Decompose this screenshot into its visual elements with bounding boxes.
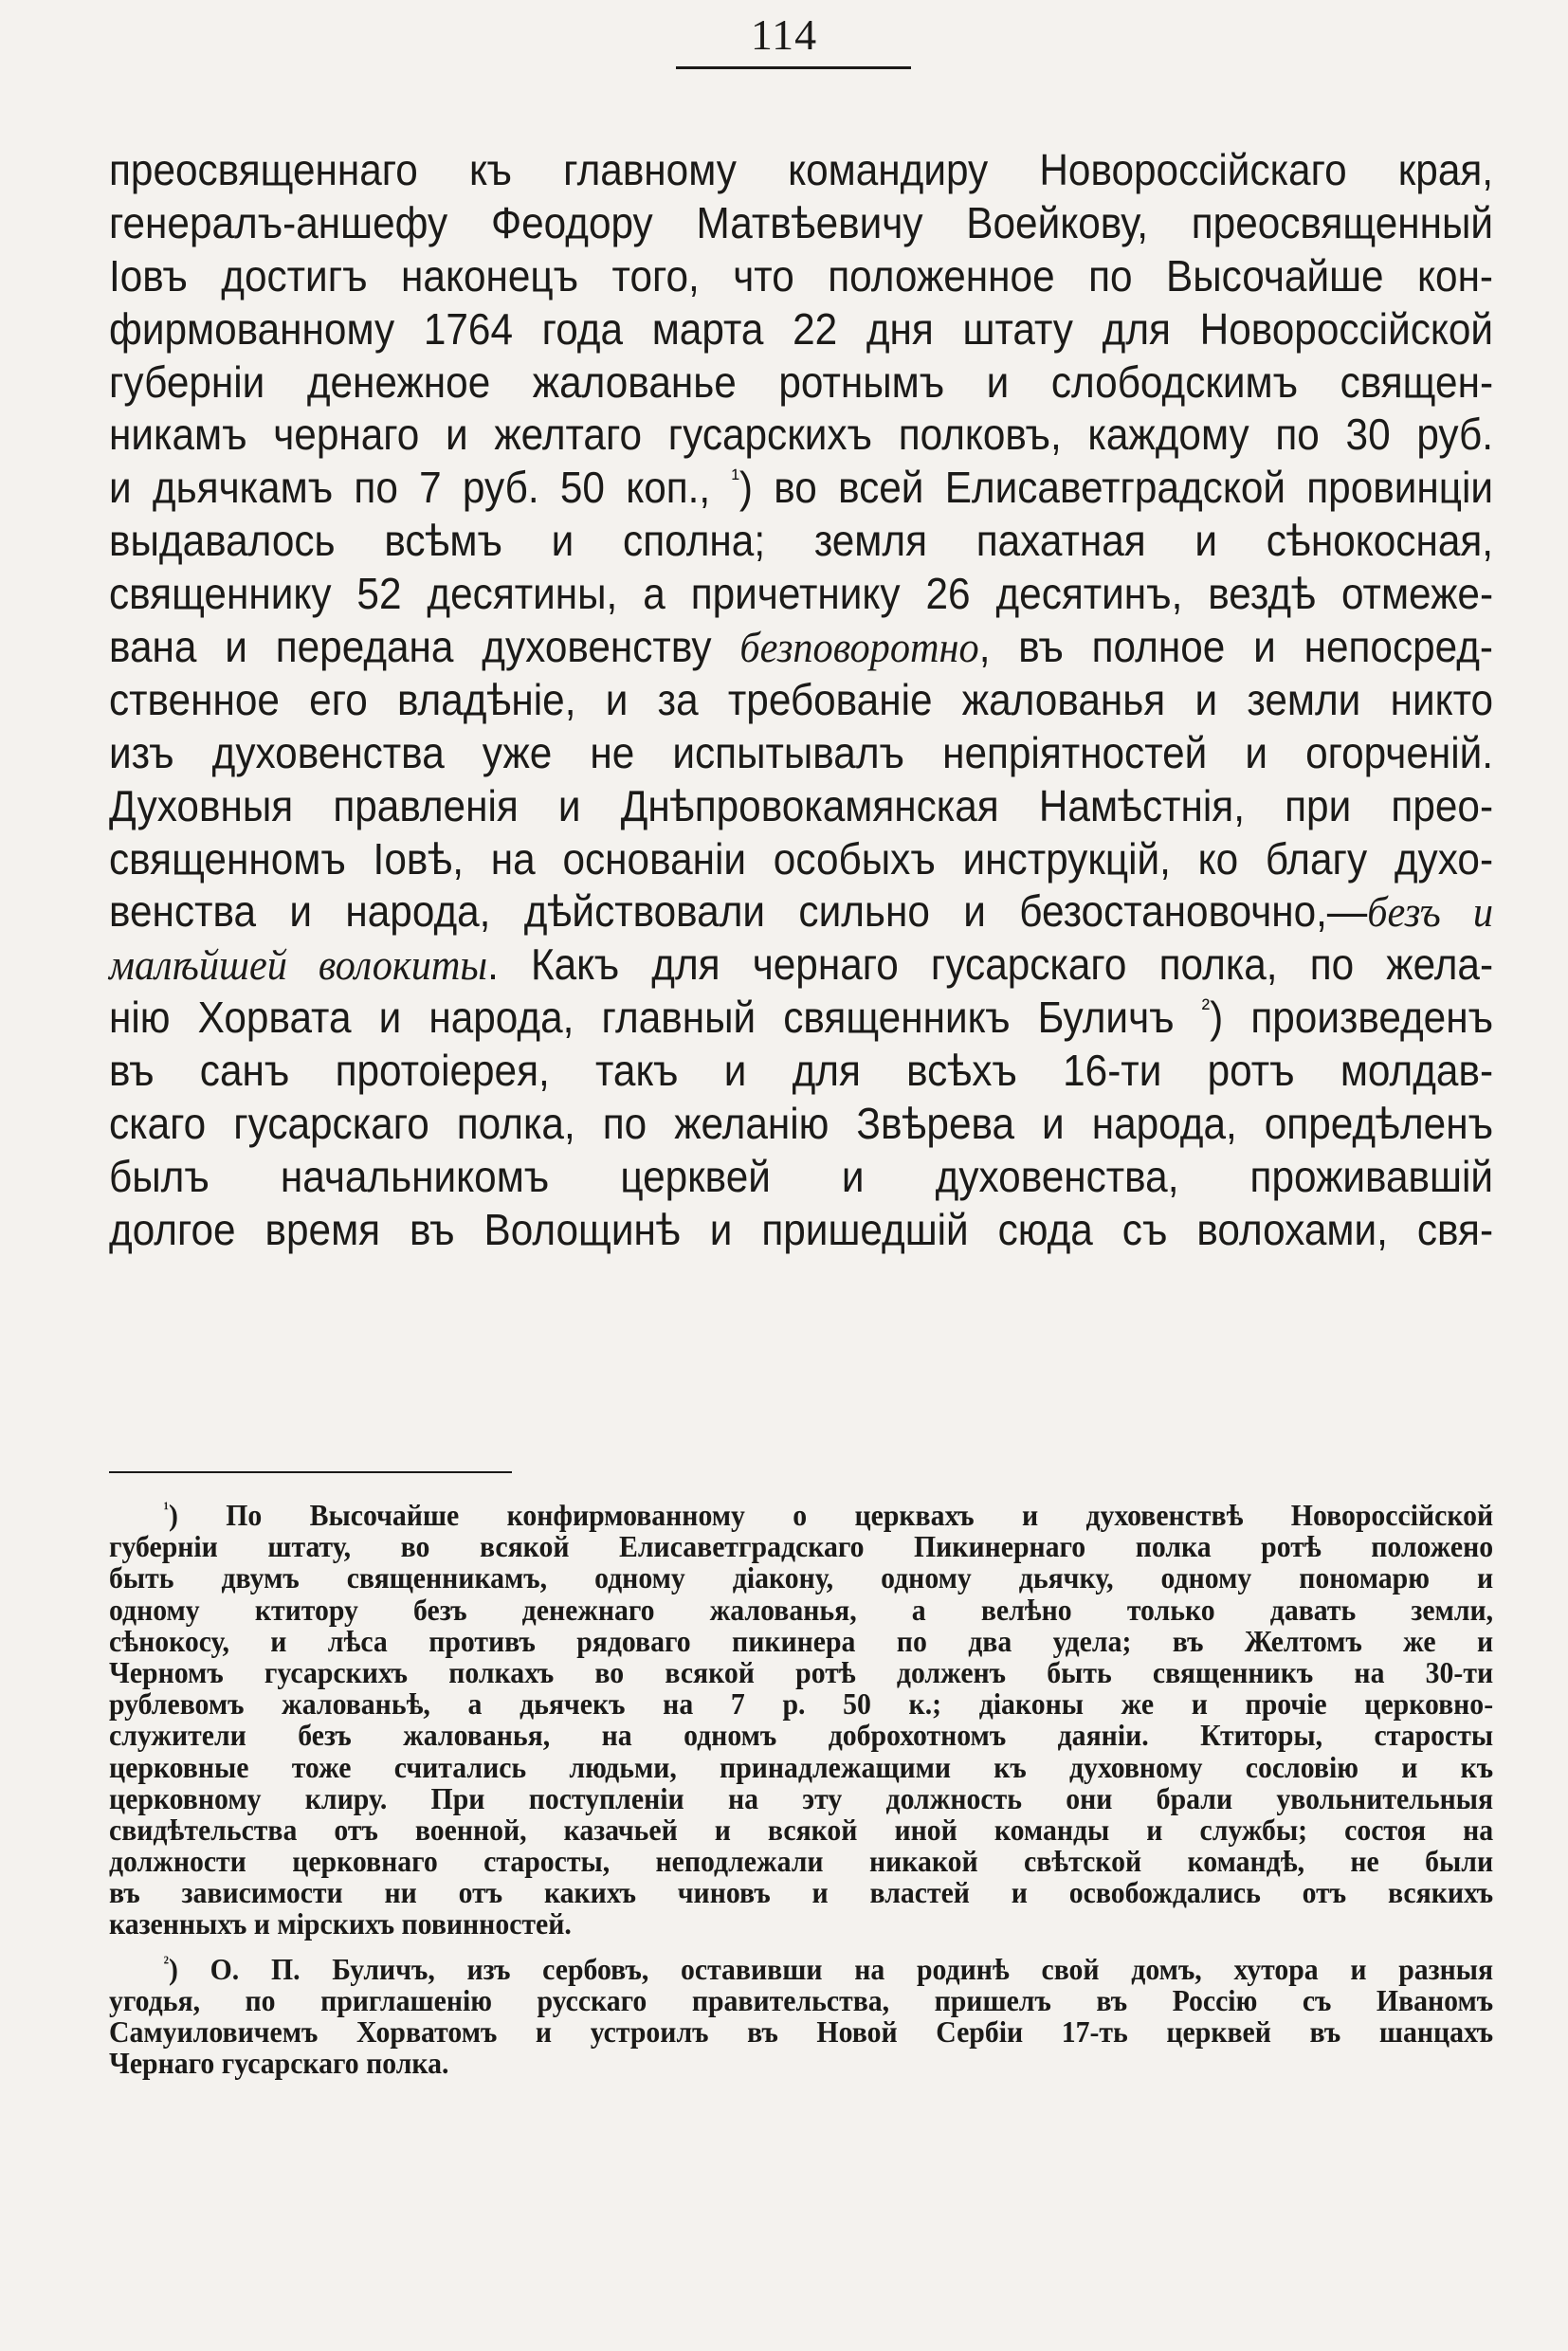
footnote-line: служители безъ жалованья, на одномъ доброхотномъ даяніи. Ктиторы, старосты (109, 1718, 1494, 1753)
text-line: былъ начальникомъ церквей и духовенства, проживавшій (109, 1151, 1494, 1201)
text-line: Іовъ достигъ наконецъ того, что положенное по Высочайше кон- (109, 250, 1494, 301)
footnote-line: въ зависимости ни отъ какихъ чиновъ и властей и освобождались отъ всякихъ (109, 1875, 1494, 1910)
italic-emphasis: безъ и (1367, 887, 1494, 937)
text-line: выдавалось всѣмъ и сполна; земля пахатная и сѣнокосная, (109, 516, 1494, 566)
text-line: долгое время въ Волощинѣ и пришедшій сюда съ волохами, свя- (109, 1204, 1494, 1254)
text-line: изъ духовенства уже не испытывалъ непріятностей и огорченій. (109, 727, 1494, 777)
text-line: фирмованному 1764 года марта 22 дня штату для Новороссійской (109, 303, 1494, 354)
text-segment: венства и народа, дѣйствовали сильно и безостановочно,— (109, 886, 1368, 937)
footnote-line: Чернаго гусарскаго полка. (109, 2046, 449, 2081)
main-text (109, 144, 1493, 1257)
footnote-marker: ² (163, 1952, 170, 1973)
footnote-line (109, 1500, 1493, 1531)
italic-emphasis: малѣйшей волокиты (109, 940, 488, 990)
text-line-with-italic (109, 621, 1493, 674)
text-line: священнику 52 десятины, а причетнику 26 десятинъ, вездѣ отмеже- (109, 569, 1494, 619)
footnote-line: рублевомъ жалованьѣ, а дьячекъ на 7 р. 50 к.; діаконы же и прочіе церковно- (109, 1686, 1494, 1722)
text-segment: , въ полное и непосред- (978, 622, 1494, 672)
text-line: преосвященнаго къ главному командиру Новороссійскаго края, (109, 145, 1494, 194)
footnote-1 (109, 1500, 1493, 1941)
text-line: Духовныя правленія и Днѣпровокамянская Намѣстнія, при прео- (109, 780, 1494, 830)
footnote-line: свидѣтельства отъ военной, казачьей и всякой иной команды и службы; состоя на (109, 1812, 1494, 1847)
footnote-line: должности церковнаго старосты, неподлежали никакой свѣтской командѣ, не были (109, 1844, 1494, 1879)
page-number: 114 (750, 10, 818, 59)
text-segment: вана и передана духовенству (109, 622, 740, 672)
footnote-line: казенныхъ и мірскихъ повинностей. (109, 1906, 572, 1941)
footnote-line (109, 1951, 1494, 1986)
footnote-text: ) По Высочайше конфирмованному о церквахъ и духовенствѣ Новороссійской (169, 1498, 1494, 1532)
text-line: ственное его владѣніе, и за требованіе жалованья и земли никто (109, 674, 1494, 724)
text-segment: ) во всей Елисаветградской провинціи (738, 463, 1494, 513)
text-line: губерніи денежное жалованье ротнымъ и слободскимъ священ- (109, 356, 1494, 407)
footnote-separator (109, 1471, 512, 1473)
text-line: генералъ-аншефу Феодору Матвѣевичу Воейкову, преосвященный (109, 197, 1494, 247)
text-line: въ санъ протоіерея, такъ и для всѣхъ 16-ти ротъ молдав- (109, 1046, 1494, 1096)
footnote-ref-1: ¹ (731, 464, 739, 494)
text-segment: ) произведенъ (1210, 993, 1494, 1043)
italic-emphasis: безповоротно (739, 623, 979, 672)
footnotes (109, 1500, 1493, 2092)
footnote-line: церковные тоже считались людьми, принадлежащими къ духовному сословію и къ (109, 1749, 1494, 1784)
footnote-line: Черномъ гусарскихъ полкахъ во всякой ротѣ долженъ быть священникъ на 30-ти (109, 1654, 1494, 1689)
footnote-line: церковному клиру. При поступленіи на эту должность они брали увольнительныя (109, 1780, 1494, 1815)
text-line: священномъ Іовѣ, на основаніи особыхъ инструкцій, ко благу духо- (109, 833, 1494, 884)
text-segment: нію Хорвата и народа, главный священникъ Буличъ (109, 993, 1202, 1043)
text-line: скаго гусарскаго полка, по желанію Звѣрева и народа, опредѣленъ (109, 1099, 1494, 1149)
footnote-line: одному ктитору безъ денежнаго жалованья, а велѣно только давать земли, (109, 1592, 1494, 1627)
footnote-2 (109, 1951, 1494, 2081)
text-segment: . Какъ для чернаго гусарскаго полка, по жела- (487, 939, 1494, 990)
text-line-with-italic (109, 885, 1493, 939)
footnote-marker: ¹ (163, 1499, 170, 1520)
footnote-line: сѣнокосу, и лѣса противъ рядоваго пикинера по два удела; въ Желтомъ же и (109, 1623, 1494, 1658)
footnote-ref-2: ² (1201, 993, 1211, 1023)
text-line: никамъ чернаго и желтаго гусарскихъ полковъ, каждому по 30 руб. (109, 410, 1494, 460)
text-line-with-footnote-ref (109, 992, 1493, 1045)
footnote-line: губерніи штату, во всякой Елисаветградскаго Пикинернаго полка ротѣ положено (109, 1529, 1494, 1564)
text-segment: и дьячкамъ по 7 руб. 50 коп., (109, 463, 732, 513)
text-line-with-italic (109, 939, 1493, 992)
text-line-with-footnote-ref (109, 462, 1493, 515)
footnote-line: Самуиловичемъ Хорватомъ и устроилъ въ Новой Сербіи 17-ть церквей въ шанцахъ (109, 2014, 1494, 2049)
footnote-line: угодья, по приглашенію русскаго правительства, пришелъ въ Россію съ Иваномъ (109, 1982, 1494, 2017)
footnote-line: быть двумъ священникамъ, одному діакону, одному дьячку, одному пономарю и (109, 1560, 1494, 1595)
footnote-text: ) О. П. Буличъ, изъ сербовъ, оставивши на родинѣ свой домъ, хутора и разныя (169, 1951, 1494, 1986)
header-rule (676, 66, 911, 69)
